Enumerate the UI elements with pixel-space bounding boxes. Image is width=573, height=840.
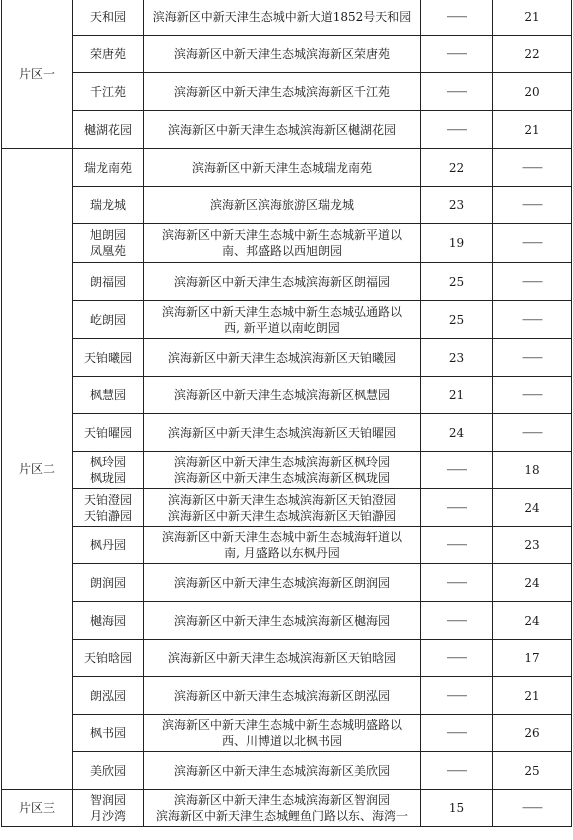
zone-cell [2,149,73,790]
community-name: 樾湖花园 [83,122,132,137]
address-line: 滨海新区中新天津生态城滨海新区天铂澄园 [167,492,396,507]
community-name-cell [73,224,144,263]
address-line: 滨海新区中新天津生态城中新生态城弘通路以 [161,304,402,319]
address-cell [144,111,421,149]
address-cell [144,414,421,452]
community-name-cell [73,715,144,752]
address-line: 滨海新区中新天津生态城滨海新区枫玲园 [173,455,390,469]
count-cell-a: —— [421,489,493,527]
address-line: 滨海新区中新天津生态城中新生态城明盛路以 [161,718,402,732]
table-row [2,414,572,452]
community-name: 美欣园 [89,763,126,778]
community-name: 瑞龙城 [89,198,126,212]
address-cell [144,36,421,73]
community-name-cell [73,111,144,149]
community-name-cell [73,452,144,489]
count-cell-b: 26 [493,715,572,752]
community-name: 旭朗园 [89,228,126,242]
count-cell-b: —— [493,187,572,224]
address-cell [144,224,421,263]
community-name: 朗福园 [89,274,126,289]
count-cell-b: 24 [493,564,572,602]
community-name-cell [73,414,144,452]
count-cell-a: 22 [421,149,493,187]
address-line: 滨海新区中新天津生态城滨海新区朗润园 [173,575,390,590]
address-cell [144,677,421,715]
zone-cell [2,790,73,827]
address-cell [144,489,421,527]
table-row [2,301,572,339]
count-cell-b: 21 [493,111,572,149]
community-name: 月沙湾 [89,809,126,823]
zone-label: 片区二 [18,462,55,476]
community-name: 樾海园 [89,613,126,628]
table-row [2,111,572,149]
address-line: 滨海新区中新天津生态城中新生态城海轩道以 [161,530,402,544]
community-name: 枫慧园 [89,388,126,402]
count-cell-a: —— [421,752,493,790]
address-cell [144,715,421,752]
address-cell [144,0,421,36]
community-name-cell [73,149,144,187]
community-name-cell [73,263,144,301]
zone-cell [2,0,73,149]
count-cell-a: —— [421,452,493,489]
community-name: 枫珑园 [89,471,126,485]
community-name: 天铂晗园 [83,651,132,665]
table-row [2,73,572,111]
count-cell-b: —— [493,339,572,377]
table-row [2,36,572,73]
community-name-cell [73,602,144,640]
community-table [1,0,572,827]
count-cell-a: —— [421,527,493,564]
count-cell-b: —— [493,790,572,827]
address-line: 南, 月盛路以东枫丹园 [224,546,340,560]
address-line: 滨海新区中新天津生态城滨海新区枫珑园 [173,471,390,485]
count-cell-b: —— [493,414,572,452]
address-line: 滨海新区中新天津生态城滨海新区樾海园 [173,613,390,628]
address-cell [144,377,421,414]
address-line: 滨海新区中新天津生态城鲤鱼门路以东、海湾一 [155,809,408,823]
count-cell-b: —— [493,377,572,414]
community-name: 天铂瀞园 [83,508,132,523]
address-line: 西, 新平道以南屹朗园 [224,320,340,335]
address-line: 滨海新区中新天津生态城滨海新区枫慧园 [173,388,390,402]
address-cell [144,790,421,827]
address-line: 滨海新区中新天津生态城滨海新区荣唐苑 [173,47,390,61]
community-name: 天铂曜园 [83,425,132,440]
community-name: 智润园 [89,793,126,807]
community-name: 枫丹园 [89,538,126,552]
address-cell [144,640,421,677]
address-line: 滨海新区中新天津生态城瑞龙南苑 [191,160,372,175]
address-cell [144,301,421,339]
table-row [2,187,572,224]
count-cell-b: 17 [493,640,572,677]
count-cell-a: —— [421,111,493,149]
address-line: 滨海新区中新天津生态城滨海新区天铂晗园 [167,651,396,665]
count-cell-b: —— [493,149,572,187]
address-line: 滨海新区中新天津生态城中新生态城新平道以 [161,228,402,242]
count-cell-b: —— [493,301,572,339]
table-row [2,752,572,790]
address-cell [144,187,421,224]
community-name-cell [73,790,144,827]
address-line: 滨海新区中新天津生态城滨海新区智润园 [173,793,390,807]
community-name-cell [73,377,144,414]
table-row [2,489,572,527]
count-cell-b: 24 [493,602,572,640]
address-line: 滨海新区中新天津生态城滨海新区天铂曜园 [167,425,396,440]
community-name-cell [73,36,144,73]
community-name: 屹朗园 [89,312,126,327]
count-cell-b: 21 [493,677,572,715]
count-cell-b: 18 [493,452,572,489]
community-name: 天铂澄园 [83,492,132,507]
count-cell-a: 19 [421,224,493,263]
count-cell-a: 21 [421,377,493,414]
community-name-cell [73,73,144,111]
zone-label: 片区三 [18,801,55,815]
address-cell [144,73,421,111]
count-cell-a: —— [421,0,493,36]
address-line: 滨海新区中新天津生态城滨海新区朗福园 [173,274,390,289]
community-name-cell [73,527,144,564]
community-name: 朗泓园 [89,688,126,703]
count-cell-b: 24 [493,489,572,527]
community-name-cell [73,301,144,339]
address-cell [144,263,421,301]
community-name: 凤凰苑 [89,244,126,258]
count-cell-a: 23 [421,339,493,377]
count-cell-a: —— [421,677,493,715]
address-cell [144,752,421,790]
address-cell [144,149,421,187]
community-name: 千江苑 [89,84,126,99]
table-row [2,339,572,377]
address-line: 滨海新区中新天津生态城滨海新区千江苑 [173,84,390,99]
address-line: 滨海新区中新天津生态城中新大道1852号天和园 [152,10,412,24]
community-name: 瑞龙南苑 [83,160,132,175]
table-row [2,377,572,414]
address-line: 滨海新区中新天津生态城滨海新区天铂曦园 [167,350,396,365]
count-cell-a: 25 [421,301,493,339]
address-cell [144,602,421,640]
count-cell-a: 23 [421,187,493,224]
count-cell-b: 23 [493,527,572,564]
table-row [2,224,572,263]
table-row [2,564,572,602]
community-name-cell [73,640,144,677]
address-line: 西、川博道以北枫书园 [221,734,342,748]
community-name-cell [73,339,144,377]
community-name-cell [73,187,144,224]
address-line: 滨海新区中新天津生态城滨海新区朗泓园 [173,688,390,703]
address-line: 南、邦盛路以西旭朗园 [221,244,342,258]
zone-label: 片区一 [18,66,55,81]
count-cell-a: 24 [421,414,493,452]
address-line: 滨海新区中新天津生态城滨海新区天铂瀞园 [167,508,396,523]
count-cell-b: 25 [493,752,572,790]
count-cell-b: 21 [493,0,572,36]
table-row [2,263,572,301]
count-cell-a: 25 [421,263,493,301]
count-cell-a: —— [421,36,493,73]
table-row [2,149,572,187]
table-row [2,790,572,827]
table-row [2,452,572,489]
community-name: 枫书园 [89,726,126,740]
address-cell [144,452,421,489]
community-name: 朗润园 [89,575,126,590]
count-cell-a: —— [421,602,493,640]
count-cell-b: 20 [493,73,572,111]
address-line: 滨海新区中新天津生态城滨海新区樾湖花园 [167,122,396,137]
community-name: 天铂曦园 [83,350,132,365]
table-row [2,677,572,715]
count-cell-b: 22 [493,36,572,73]
table-row [2,640,572,677]
count-cell-b: —— [493,263,572,301]
address-line: 滨海新区滨海旅游区瑞龙城 [209,198,354,212]
address-cell [144,339,421,377]
count-cell-a: 15 [421,790,493,827]
count-cell-a: —— [421,640,493,677]
community-name-cell [73,752,144,790]
count-cell-b: —— [493,224,572,263]
community-table-body [2,0,572,827]
table-row [2,0,572,36]
count-cell-a: —— [421,73,493,111]
community-name-cell [73,489,144,527]
count-cell-a: —— [421,715,493,752]
address-cell [144,564,421,602]
address-line: 滨海新区中新天津生态城滨海新区美欣园 [173,763,390,778]
community-name-cell [73,0,144,36]
count-cell-a: —— [421,564,493,602]
community-name: 天和园 [89,10,126,24]
table-row [2,715,572,752]
community-name: 荣唐苑 [89,47,126,61]
community-name-cell [73,677,144,715]
community-name-cell [73,564,144,602]
address-cell [144,527,421,564]
table-row [2,602,572,640]
community-name: 枫玲园 [89,455,126,469]
table-row [2,527,572,564]
